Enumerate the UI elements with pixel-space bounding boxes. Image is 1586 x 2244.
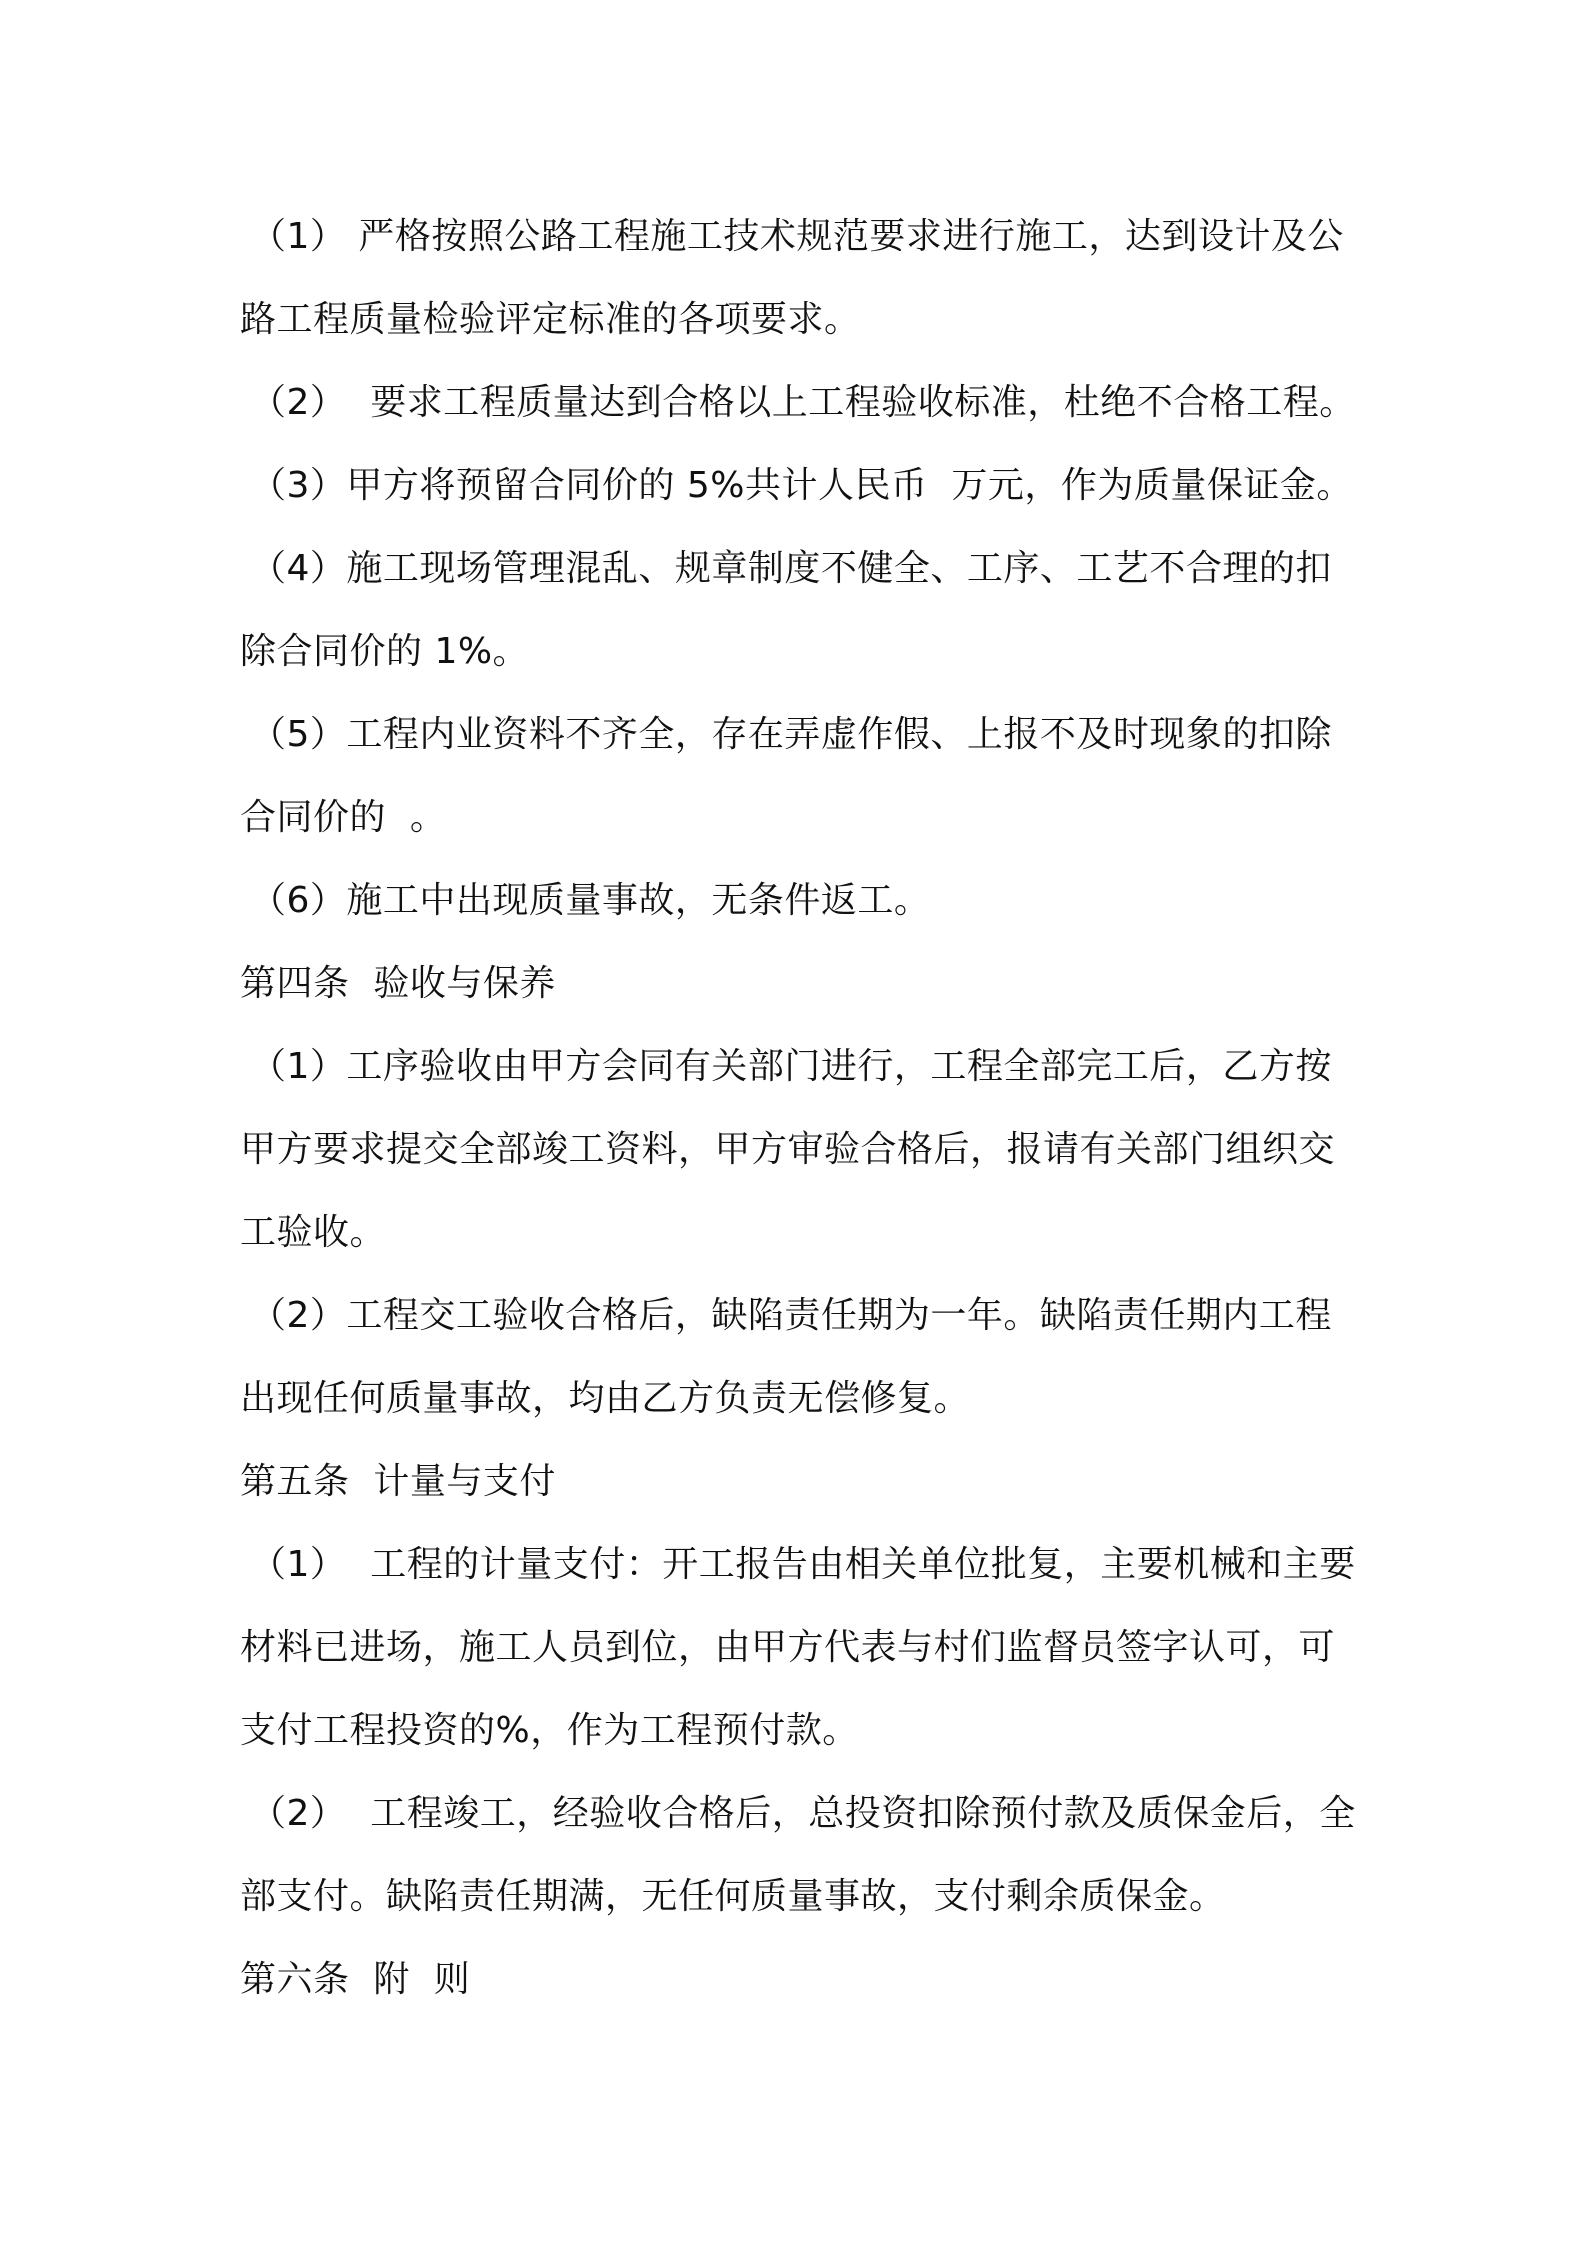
text-line: 工验收。 (240, 1212, 387, 1253)
text-line: 路工程质量检验评定标准的各项要求。 (240, 299, 861, 340)
text-line: 甲方要求提交全部竣工资料，甲方审验合格后，报请有关部门组织交 (240, 1129, 1336, 1170)
text-line: （3）甲方将预留合同价的 5%共计人民币 万元，作为质量保证金。 (250, 465, 1353, 506)
text-line: （6）施工中出现质量事故，无条件返工。 (250, 880, 931, 921)
text-line: （1） 工程的计量支付：开工报告由相关单位批复，主要机械和主要 (250, 1544, 1356, 1585)
text-line: （1）工序验收由甲方会同有关部门进行，工程全部完工后，乙方按 (250, 1046, 1332, 1087)
text-line: 支付工程投资的%，作为工程预付款。 (240, 1710, 859, 1751)
section-heading: 第五条 计量与支付 (240, 1461, 556, 1502)
text-line: 除合同价的 1%。 (240, 631, 530, 672)
text-line: （2）工程交工验收合格后，缺陷责任期为一年。缺陷责任期内工程 (250, 1295, 1332, 1336)
text-line: （5）工程内业资料不齐全，存在弄虚作假、上报不及时现象的扣除 (250, 714, 1332, 755)
text-line: 部支付。缺陷责任期满，无任何质量事故，支付剩余质保金。 (240, 1876, 1226, 1917)
text-line: （1） 严格按照公路工程施工技术规范要求进行施工，达到设计及公 (250, 216, 1344, 257)
document-body (240, 195, 1370, 2021)
section-heading: 第六条 附 则 (240, 1959, 471, 2000)
text-line: 材料已进场，施工人员到位，由甲方代表与村们监督员签字认可，可 (240, 1627, 1336, 1668)
text-line: 合同价的 。 (240, 797, 447, 838)
text-line: 出现任何质量事故，均由乙方负责无偿修复。 (240, 1378, 971, 1419)
text-line: （4）施工现场管理混乱、规章制度不健全、工序、工艺不合理的扣 (250, 548, 1332, 589)
text-line: （2） 要求工程质量达到合格以上工程验收标准，杜绝不合格工程。 (250, 382, 1356, 423)
section-heading: 第四条 验收与保养 (240, 963, 556, 1004)
text-line: （2） 工程竣工，经验收合格后，总投资扣除预付款及质保金后，全 (250, 1793, 1356, 1834)
